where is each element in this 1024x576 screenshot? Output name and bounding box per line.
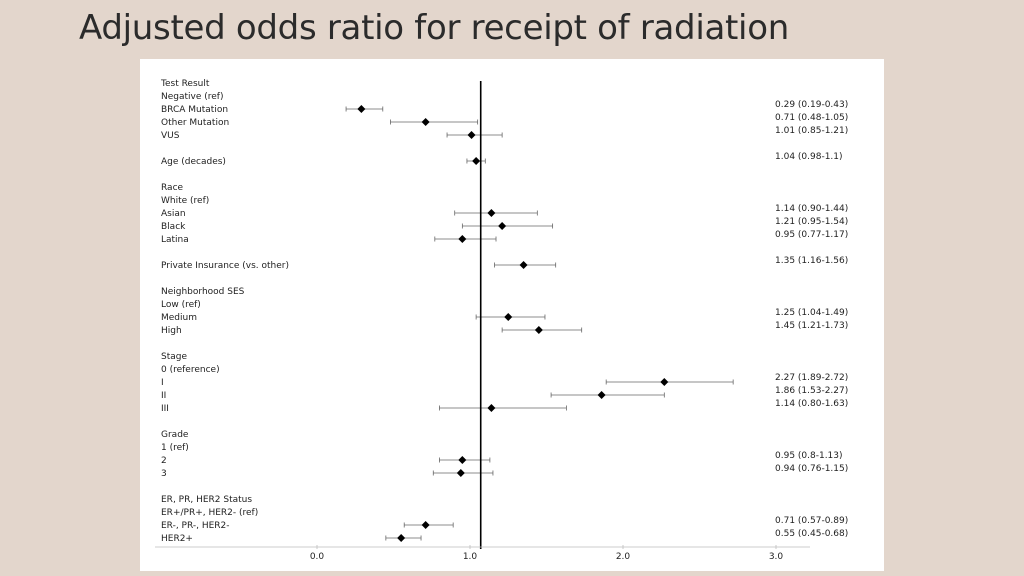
row-label: 1 (ref) [161,443,189,453]
row-label: Race [161,183,184,193]
x-tick-label: 2.0 [615,552,631,562]
row-value: 0.95 (0.8-1.13) [775,451,843,461]
forest-plot-panel [140,59,884,571]
row-label: II [161,391,167,401]
row-label: 0 (reference) [161,365,220,375]
row-label: Asian [161,209,186,219]
row-value: 1.01 (0.85-1.21) [775,126,849,136]
row-label: Negative (ref) [161,92,224,102]
row-label: Grade [161,430,189,440]
row-label: 2 [161,456,167,466]
row-label: Other Mutation [161,118,230,128]
odds-ratio-marker [472,157,480,165]
odds-ratio-marker [498,222,506,230]
row-value: 1.35 (1.16-1.56) [775,256,849,266]
row-label: ER-, PR-, HER2- [161,521,230,531]
row-label: 3 [161,469,167,479]
row-label: Age (decades) [161,157,226,167]
row-value: 0.71 (0.48-1.05) [775,113,849,123]
row-value: 0.29 (0.19-0.43) [775,100,849,110]
row-label: Stage [161,352,188,362]
row-label: White (ref) [161,196,210,206]
odds-ratio-marker [422,521,430,529]
odds-ratio-marker [487,209,495,217]
row-label: I [161,378,164,388]
row-value: 1.25 (1.04-1.49) [775,308,849,318]
x-tick-label: 0.0 [309,552,325,562]
odds-ratio-marker [468,131,476,139]
x-tick-label: 1.0 [462,552,478,562]
row-value: 1.86 (1.53-2.27) [775,386,849,396]
x-tick-label: 3.0 [768,552,784,562]
row-label: High [161,326,182,336]
forest-plot [140,59,884,571]
row-value: 0.55 (0.45-0.68) [775,529,849,539]
row-label: HER2+ [161,534,193,544]
row-value: 0.94 (0.76-1.15) [775,464,849,474]
row-value: 1.21 (0.95-1.54) [775,217,849,227]
odds-ratio-marker [397,534,405,542]
row-label: Test Result [161,79,210,89]
odds-ratio-marker [487,404,495,412]
row-label: ER+/PR+, HER2- (ref) [161,508,259,518]
row-value: 1.45 (1.21-1.73) [775,321,849,331]
row-label: Private Insurance (vs. other) [161,261,289,271]
row-label: Neighborhood SES [161,287,245,297]
row-label: III [161,404,169,414]
row-value: 2.27 (1.89-2.72) [775,373,849,383]
row-label: Black [161,222,186,232]
odds-ratio-marker [458,456,466,464]
odds-ratio-marker [660,378,668,386]
odds-ratio-marker [598,391,606,399]
odds-ratio-marker [458,235,466,243]
row-label: ER, PR, HER2 Status [161,495,253,505]
odds-ratio-marker [422,118,430,126]
odds-ratio-marker [504,313,512,321]
row-label: Medium [161,313,197,323]
row-label: VUS [161,131,180,141]
slide-title: Adjusted odds ratio for receipt of radiation [79,8,789,48]
row-value: 1.04 (0.98-1.1) [775,152,843,162]
row-label: Latina [161,235,189,245]
odds-ratio-marker [535,326,543,334]
odds-ratio-marker [520,261,528,269]
odds-ratio-marker [457,469,465,477]
forest-rows [160,79,848,544]
row-label: BRCA Mutation [161,105,229,115]
x-axis [155,81,810,562]
row-value: 1.14 (0.80-1.63) [775,399,849,409]
row-label: Low (ref) [161,300,201,310]
row-value: 0.71 (0.57-0.89) [775,516,849,526]
row-value: 0.95 (0.77-1.17) [775,230,849,240]
row-value: 1.14 (0.90-1.44) [775,204,849,214]
odds-ratio-marker [357,105,365,113]
